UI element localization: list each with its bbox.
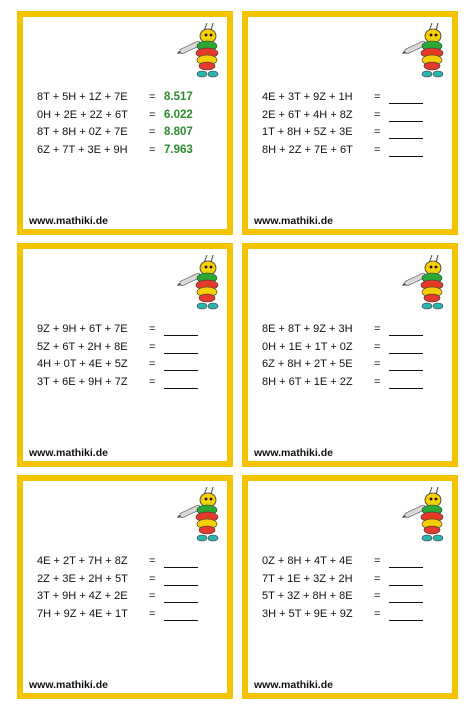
mascot-pencil-icon <box>402 253 448 313</box>
exercise-row <box>37 126 219 144</box>
equals-sign: = <box>149 358 156 370</box>
exercise-row <box>37 555 219 573</box>
answer: 8.517 <box>164 91 193 103</box>
exercise-row <box>262 608 444 626</box>
exercise-row <box>262 341 444 359</box>
exercise-row <box>37 608 219 626</box>
exercise-list <box>262 323 444 393</box>
equals-sign: = <box>374 607 381 620</box>
answer-blank-line[interactable] <box>389 103 423 104</box>
equals-sign: = <box>374 323 381 335</box>
answer: 7.963 <box>164 143 193 156</box>
worksheet-card-5 <box>17 475 233 699</box>
exercise-expression: 8T + 5H + 1Z + 7E <box>37 91 128 103</box>
exercise-expression: 4H + 0T + 4E + 5Z <box>37 358 128 370</box>
exercise-expression: 6Z + 7T + 3E + 9H <box>37 143 128 156</box>
website-footer: www.mathiki.de <box>29 679 108 691</box>
exercise-list <box>262 555 444 625</box>
equals-sign: = <box>149 555 156 567</box>
exercise-expression: 8H + 6T + 1E + 2Z <box>262 375 353 388</box>
mascot-pencil-icon <box>402 485 448 545</box>
exercise-list <box>37 91 219 161</box>
exercise-row <box>37 590 219 608</box>
exercise-expression: 4E + 3T + 9Z + 1H <box>262 91 353 103</box>
exercise-row <box>37 341 219 359</box>
exercise-row <box>262 91 444 109</box>
exercise-expression: 7T + 1E + 3Z + 2H <box>262 572 353 585</box>
equals-sign: = <box>149 590 156 602</box>
equals-sign: = <box>149 323 156 335</box>
answer-blank-line[interactable] <box>389 156 423 157</box>
exercise-expression: 8H + 2Z + 7E + 6T <box>262 143 353 156</box>
equals-sign: = <box>149 108 156 121</box>
equals-sign: = <box>374 126 381 138</box>
answer-blank-line[interactable] <box>389 602 423 603</box>
exercise-expression: 7H + 9Z + 4E + 1T <box>37 607 128 620</box>
exercise-expression: 8T + 8H + 0Z + 7E <box>37 126 128 138</box>
worksheet-card-1 <box>17 11 233 235</box>
exercise-row <box>262 126 444 144</box>
exercise-expression: 2E + 6T + 4H + 8Z <box>262 108 353 121</box>
exercise-row <box>37 109 219 127</box>
exercise-list <box>37 323 219 393</box>
answer-blank-line[interactable] <box>164 370 198 371</box>
answer-blank-line[interactable] <box>164 353 198 354</box>
equals-sign: = <box>374 108 381 121</box>
exercise-expression: 8E + 8T + 9Z + 3H <box>262 323 353 335</box>
answer-blank-line[interactable] <box>164 620 198 621</box>
answer-blank-line[interactable] <box>164 388 198 389</box>
exercise-expression: 3T + 9H + 4Z + 2E <box>37 590 128 602</box>
answer-blank-line[interactable] <box>389 620 423 621</box>
exercise-expression: 0H + 1E + 1T + 0Z <box>262 340 353 353</box>
exercise-row <box>262 376 444 394</box>
exercise-row <box>37 323 219 341</box>
equals-sign: = <box>149 607 156 620</box>
website-footer: www.mathiki.de <box>29 447 108 459</box>
equals-sign: = <box>149 572 156 585</box>
equals-sign: = <box>149 91 156 103</box>
answer-blank-line[interactable] <box>164 585 198 586</box>
exercise-expression: 4E + 2T + 7H + 8Z <box>37 555 128 567</box>
exercise-row <box>262 323 444 341</box>
answer-blank-line[interactable] <box>389 121 423 122</box>
website-footer: www.mathiki.de <box>29 215 108 227</box>
exercise-expression: 5Z + 6T + 2H + 8E <box>37 340 128 353</box>
exercise-row <box>37 358 219 376</box>
exercise-row <box>37 376 219 394</box>
equals-sign: = <box>149 143 156 156</box>
exercise-row <box>37 573 219 591</box>
exercise-row <box>262 144 444 162</box>
exercise-row <box>262 555 444 573</box>
worksheet-card-6 <box>242 475 458 699</box>
answer: 6.022 <box>164 108 193 121</box>
answer-blank-line[interactable] <box>164 567 198 568</box>
equals-sign: = <box>149 375 156 388</box>
exercise-expression: 0H + 2E + 2Z + 6T <box>37 108 128 121</box>
mascot-pencil-icon <box>402 21 448 81</box>
equals-sign: = <box>374 340 381 353</box>
exercise-row <box>37 91 219 109</box>
exercise-row <box>262 573 444 591</box>
exercise-row <box>262 358 444 376</box>
answer-blank-line[interactable] <box>389 138 423 139</box>
worksheet-card-3 <box>17 243 233 467</box>
answer-blank-line[interactable] <box>389 567 423 568</box>
answer-blank-line[interactable] <box>389 388 423 389</box>
exercise-row <box>262 590 444 608</box>
website-footer: www.mathiki.de <box>254 447 333 459</box>
mascot-pencil-icon <box>177 253 223 313</box>
exercise-expression: 1T + 8H + 5Z + 3E <box>262 126 353 138</box>
website-footer: www.mathiki.de <box>254 215 333 227</box>
equals-sign: = <box>374 143 381 156</box>
worksheet-card-2 <box>242 11 458 235</box>
exercise-list <box>262 91 444 161</box>
equals-sign: = <box>374 572 381 585</box>
exercise-list <box>37 555 219 625</box>
answer-blank-line[interactable] <box>389 370 423 371</box>
exercise-expression: 6Z + 8H + 2T + 5E <box>262 358 353 370</box>
equals-sign: = <box>374 91 381 103</box>
answer: 8.807 <box>164 126 193 138</box>
equals-sign: = <box>374 590 381 602</box>
answer-blank-line[interactable] <box>389 585 423 586</box>
exercise-expression: 5T + 3Z + 8H + 8E <box>262 590 353 602</box>
answer-blank-line[interactable] <box>164 335 198 336</box>
equals-sign: = <box>149 340 156 353</box>
exercise-expression: 0Z + 8H + 4T + 4E <box>262 555 353 567</box>
exercise-expression: 3T + 6E + 9H + 7Z <box>37 375 128 388</box>
answer-blank-line[interactable] <box>164 602 198 603</box>
equals-sign: = <box>374 375 381 388</box>
equals-sign: = <box>374 555 381 567</box>
mascot-pencil-icon <box>177 485 223 545</box>
answer-blank-line[interactable] <box>389 353 423 354</box>
exercise-row <box>37 144 219 162</box>
exercise-expression: 2Z + 3E + 2H + 5T <box>37 572 128 585</box>
equals-sign: = <box>374 358 381 370</box>
exercise-expression: 9Z + 9H + 6T + 7E <box>37 323 128 335</box>
exercise-row <box>262 109 444 127</box>
worksheet-card-4 <box>242 243 458 467</box>
exercise-expression: 3H + 5T + 9E + 9Z <box>262 607 353 620</box>
equals-sign: = <box>149 126 156 138</box>
answer-blank-line[interactable] <box>389 335 423 336</box>
mascot-pencil-icon <box>177 21 223 81</box>
website-footer: www.mathiki.de <box>254 679 333 691</box>
